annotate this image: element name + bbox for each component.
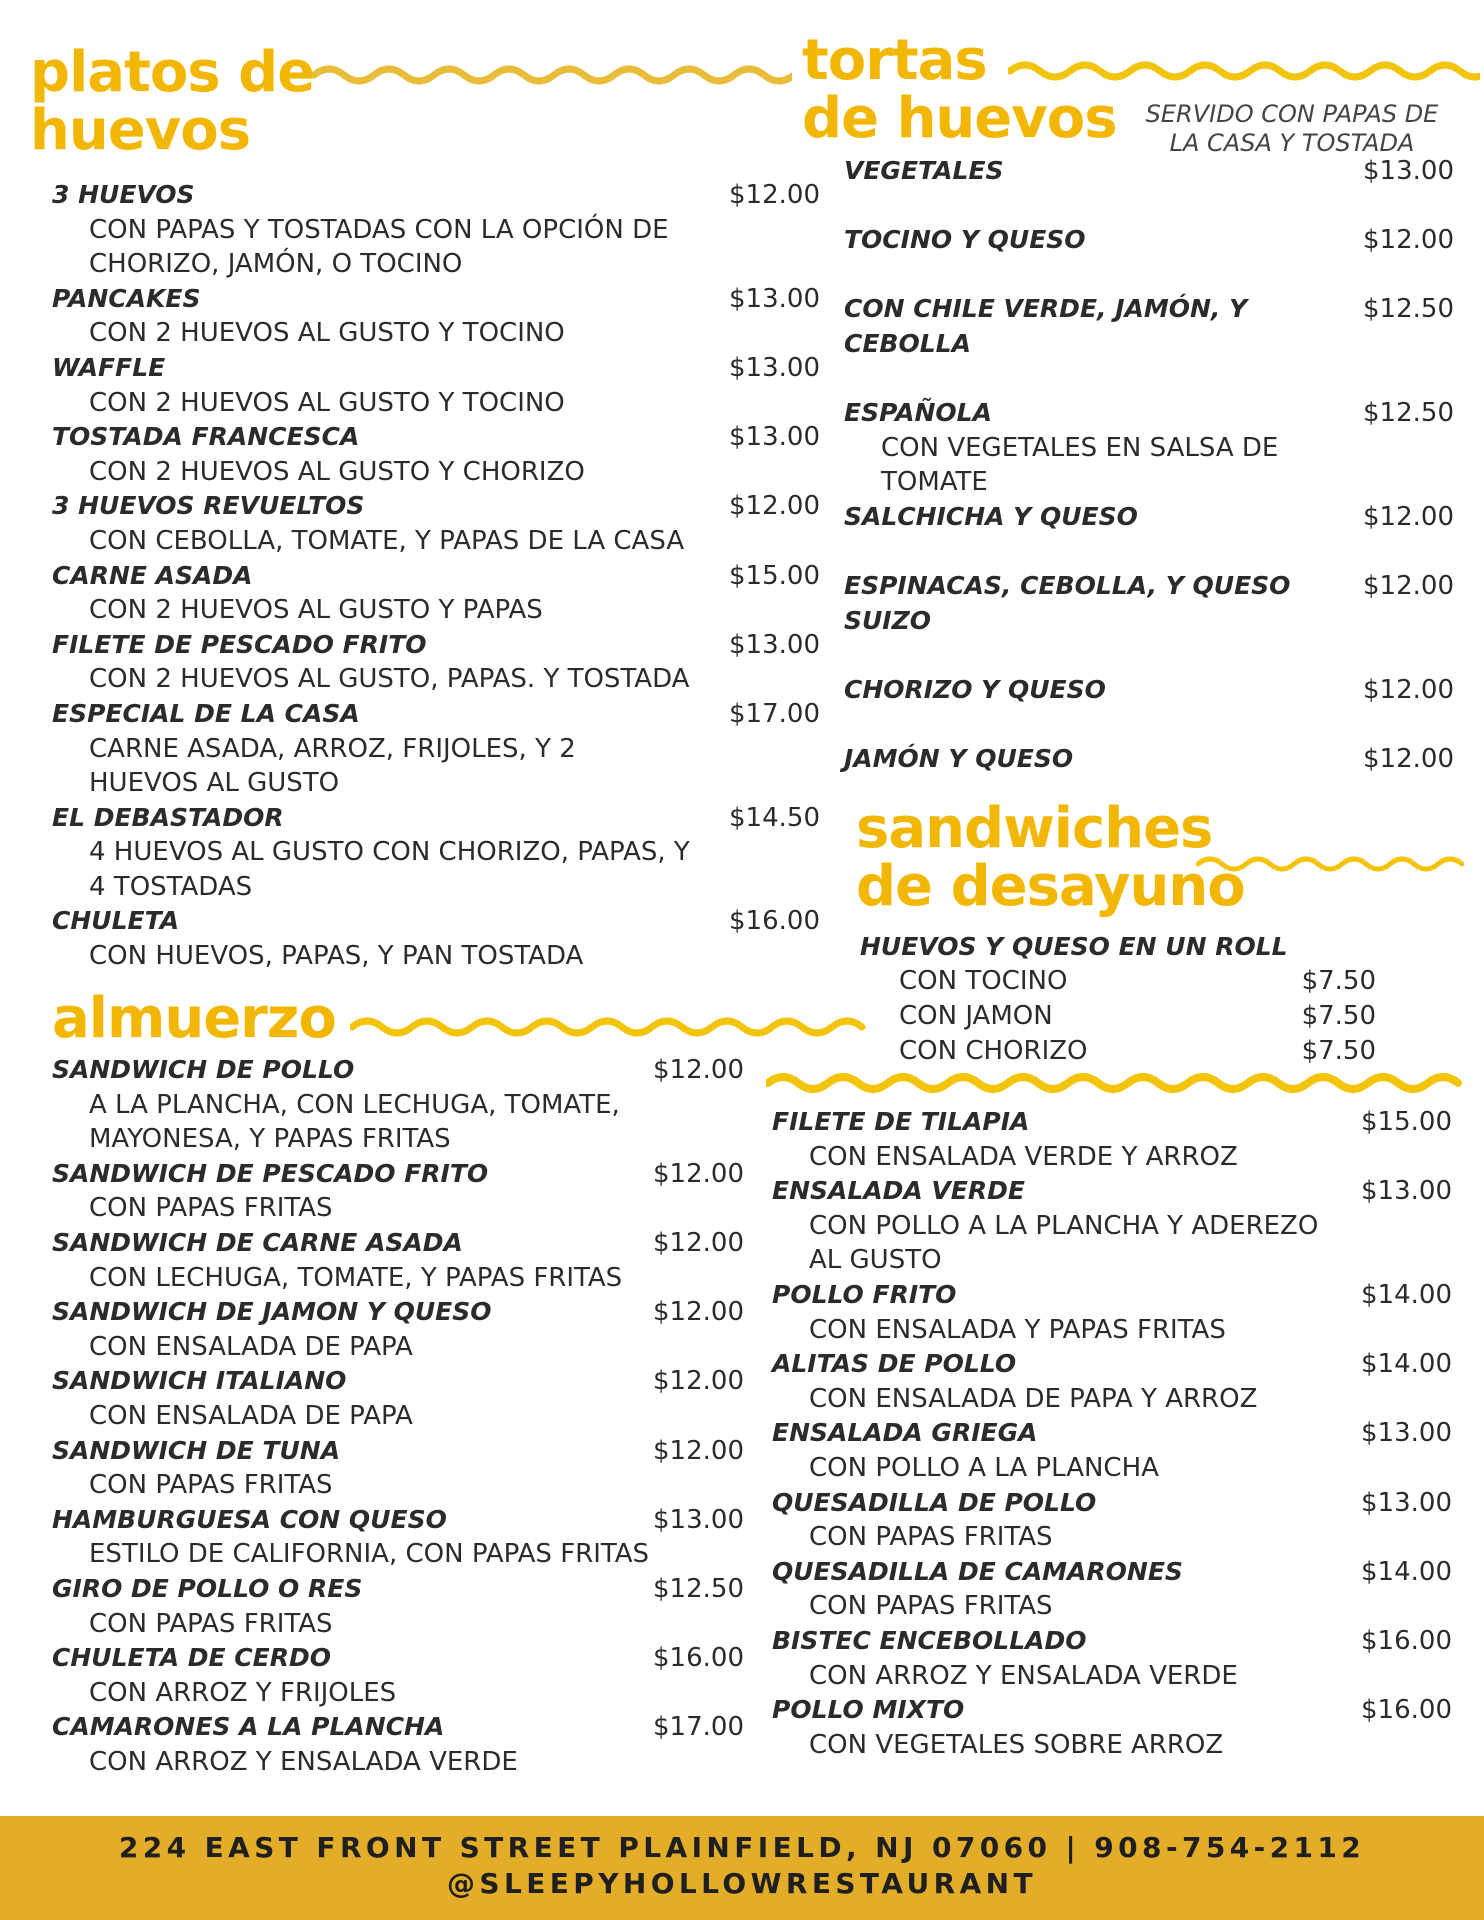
item-description: CON POLLO A LA PLANCHA	[809, 1452, 1159, 1483]
menu-item	[52, 1503, 744, 1572]
item-description: MAYONESA, Y PAPAS FRITAS	[89, 1124, 451, 1155]
item-name: HAMBURGUESA CON QUESO	[52, 1504, 447, 1534]
menu-item	[844, 500, 1454, 535]
item-name: POLLO MIXTO	[772, 1695, 965, 1725]
item-description: TOMATE	[881, 467, 988, 498]
menu-item	[52, 1641, 744, 1710]
item-description: 4 HUEVOS AL GUSTO CON CHORIZO, PAPAS, Y	[89, 837, 690, 868]
item-name: SANDWICH DE JAMON Y QUESO	[52, 1297, 492, 1327]
item-name: 3 HUEVOS	[52, 180, 195, 209]
menu-item	[844, 154, 1454, 189]
item-name: EL DEBASTADOR	[52, 802, 284, 832]
item-price: $16.00	[653, 1643, 744, 1674]
item-name: CON CHILE VERDE, JAMÓN, Y	[844, 294, 1248, 324]
footer-address: 224 EAST FRONT STREET PLAINFIELD, NJ 07060 | 908-754-2112	[118, 1831, 1366, 1864]
item-name: BISTEC ENCEBOLLADO	[772, 1625, 1087, 1655]
item-description: CON PAPAS Y TOSTADAS CON LA OPCIÓN DE	[89, 214, 669, 245]
sandwich-options	[862, 964, 1376, 1069]
menu-item	[772, 1486, 1452, 1555]
item-name: TOCINO Y QUESO	[844, 225, 1086, 255]
item-price: $12.00	[1363, 571, 1454, 602]
item-price: $12.00	[729, 491, 820, 522]
item-price: $13.00	[729, 629, 820, 660]
tortas-squiggle	[1008, 56, 1480, 86]
item-name: VEGETALES	[844, 156, 1004, 185]
tortas-title	[802, 28, 1117, 151]
sandwich-option	[862, 999, 1376, 1034]
menu-item	[52, 697, 820, 801]
item-price: $14.00	[1361, 1349, 1452, 1380]
item-description: CON PAPAS FRITAS	[809, 1522, 1053, 1553]
item-price: $12.00	[653, 1435, 744, 1466]
item-price: $12.00	[653, 1055, 744, 1085]
item-description: CON POLLO A LA PLANCHA Y ADEREZO	[809, 1210, 1319, 1241]
item-description: CON PAPAS FRITAS	[89, 1608, 333, 1639]
menu-item	[844, 569, 1454, 638]
menu-item	[52, 351, 820, 420]
item-description: CON ARROZ Y FRIJOLES	[89, 1677, 397, 1708]
item-name: ESPECIAL DE LA CASA	[52, 698, 360, 728]
item-price: $13.00	[729, 283, 820, 314]
tortas-note-line2: LA CASA Y TOSTADA	[1169, 129, 1415, 157]
item-name: SANDWICH ITALIANO	[52, 1366, 347, 1396]
menu-item	[52, 1226, 744, 1295]
item-price: $12.00	[729, 180, 820, 210]
menu-item	[52, 628, 820, 697]
menu-item	[52, 282, 820, 351]
option-price: $7.50	[1301, 1036, 1376, 1066]
item-description: CON 2 HUEVOS AL GUSTO Y PAPAS	[89, 595, 543, 626]
menu-item	[844, 673, 1454, 708]
almuerzo-title: almuerzo	[52, 986, 336, 1051]
footer-social-handle: @SLEEPYHOLLOWRESTAURANT	[447, 1867, 1037, 1900]
sandwiches-title-line1: sandwiches	[856, 796, 1213, 861]
tortas-title-line1: tortas	[802, 28, 987, 93]
menu-item	[772, 1347, 1452, 1416]
item-name: TOSTADA FRANCESCA	[52, 422, 360, 452]
menu-item	[52, 1295, 744, 1364]
tortas-list	[844, 154, 1454, 811]
menu-item	[772, 1174, 1452, 1278]
footer	[0, 1816, 1484, 1920]
menu-item	[52, 420, 820, 489]
item-name: JAMÓN Y QUESO	[844, 744, 1074, 774]
item-name: WAFFLE	[52, 352, 166, 382]
platos-title	[30, 40, 315, 163]
item-name: POLLO FRITO	[772, 1279, 957, 1309]
item-description: CON 2 HUEVOS AL GUSTO Y TOCINO	[89, 387, 565, 418]
item-price: $13.00	[653, 1504, 744, 1535]
item-name: CHULETA DE CERDO	[52, 1643, 331, 1673]
item-price: $13.00	[1361, 1487, 1452, 1518]
item-description: CON ARROZ Y ENSALADA VERDE	[89, 1746, 518, 1777]
item-name: FILETE DE PESCADO FRITO	[52, 629, 427, 659]
item-name: CAMARONES A LA PLANCHA	[52, 1712, 445, 1742]
item-price: $16.00	[1361, 1695, 1452, 1726]
item-name: CARNE ASADA	[52, 560, 253, 590]
item-description: CON LECHUGA, TOMATE, Y PAPAS FRITAS	[89, 1262, 623, 1293]
sandwiches-title	[856, 796, 1245, 919]
item-name: SANDWICH DE CARNE ASADA	[52, 1227, 463, 1257]
item-description: CON VEGETALES EN SALSA DE	[881, 432, 1279, 463]
item-name: ENSALADA GRIEGA	[772, 1418, 1038, 1448]
almuerzo-left-list	[52, 1053, 744, 1779]
menu-item	[844, 223, 1454, 258]
menu-item	[52, 559, 820, 628]
menu-item	[52, 1572, 744, 1641]
menu-item	[52, 801, 820, 905]
menu-item	[52, 1157, 744, 1226]
item-name: GIRO DE POLLO O RES	[52, 1573, 363, 1603]
menu-item	[772, 1278, 1452, 1347]
item-price: $12.00	[653, 1366, 744, 1397]
item-price: $13.00	[1361, 1176, 1452, 1207]
item-price: $12.00	[653, 1158, 744, 1189]
almuerzo-squiggle	[350, 1012, 866, 1042]
item-name: PANCAKES	[52, 283, 201, 313]
tortas-note-line1: SERVIDO CON PAPAS DE	[1145, 100, 1439, 128]
option-price: $7.50	[1301, 1001, 1376, 1031]
option-price: $7.50	[1301, 966, 1376, 996]
item-description: CHORIZO, JAMÓN, O TOCINO	[89, 249, 463, 280]
item-price: $16.00	[1361, 1625, 1452, 1656]
item-price: $16.00	[729, 906, 820, 937]
item-price: $14.00	[1361, 1279, 1452, 1310]
item-name: SUIZO	[844, 605, 931, 635]
menu-item	[772, 1624, 1452, 1693]
item-price: $13.00	[1363, 156, 1454, 186]
item-name: SANDWICH DE PESCADO FRITO	[52, 1158, 489, 1188]
item-description: CON 2 HUEVOS AL GUSTO Y TOCINO	[89, 318, 565, 349]
sandwich-option	[862, 1034, 1376, 1069]
item-price: $14.00	[1361, 1556, 1452, 1587]
menu-item	[844, 396, 1454, 500]
item-name: ALITAS DE POLLO	[772, 1349, 1017, 1379]
item-name: QUESADILLA DE POLLO	[772, 1487, 1097, 1517]
platos-title-line1: platos de	[30, 40, 315, 105]
platos-title-line2: huevos	[30, 98, 251, 163]
item-price: $12.50	[1363, 398, 1454, 429]
menu-item	[772, 1416, 1452, 1485]
item-description: CON HUEVOS, PAPAS, Y PAN TOSTADA	[89, 941, 584, 972]
menu-item	[52, 489, 820, 558]
item-name: SANDWICH DE TUNA	[52, 1435, 341, 1465]
item-price: $13.00	[729, 352, 820, 383]
item-description: CON 2 HUEVOS AL GUSTO, PAPAS. Y TOSTADA	[89, 664, 690, 695]
item-name: SANDWICH DE POLLO	[52, 1055, 355, 1084]
sandwiches-title-line2: de desayuno	[856, 854, 1245, 919]
sandwiches-heading: HUEVOS Y QUESO EN UN ROLL	[860, 932, 1288, 961]
menu-item	[772, 1105, 1452, 1174]
option-label: CON JAMON	[899, 1001, 1053, 1031]
menu-item	[844, 292, 1454, 361]
platos-squiggle	[312, 60, 792, 90]
item-name: SALCHICHA Y QUESO	[844, 501, 1138, 531]
menu-item	[52, 1710, 744, 1779]
item-description: CON CEBOLLA, TOMATE, Y PAPAS DE LA CASA	[89, 525, 685, 556]
item-name: CHORIZO Y QUESO	[844, 674, 1106, 704]
item-price: $13.00	[1361, 1418, 1452, 1449]
item-price: $12.00	[1363, 225, 1454, 256]
option-label: CON TOCINO	[899, 966, 1068, 996]
item-price: $12.00	[1363, 744, 1454, 775]
menu-item	[772, 1693, 1452, 1762]
item-description: 4 TOSTADAS	[89, 871, 253, 902]
item-description: HUEVOS AL GUSTO	[89, 768, 340, 799]
item-name: QUESADILLA DE CAMARONES	[772, 1556, 1183, 1586]
item-description: CON PAPAS FRITAS	[809, 1591, 1053, 1622]
item-price: $12.50	[1363, 294, 1454, 325]
item-price: $17.00	[729, 698, 820, 729]
item-name: CHULETA	[52, 906, 180, 936]
item-price: $13.00	[729, 422, 820, 453]
item-description: CON VEGETALES SOBRE ARROZ	[809, 1729, 1224, 1760]
item-name: 3 HUEVOS REVUELTOS	[52, 491, 365, 521]
item-price: $12.00	[653, 1297, 744, 1328]
item-description: CON 2 HUEVOS AL GUSTO Y CHORIZO	[89, 456, 585, 487]
tortas-title-line2: de huevos	[802, 86, 1117, 151]
sandwiches-bottom-squiggle	[766, 1068, 1472, 1098]
item-name: ESPAÑOLA	[844, 398, 992, 428]
menu-item	[52, 1053, 744, 1157]
item-price: $12.50	[653, 1573, 744, 1604]
menu-item	[844, 742, 1454, 777]
item-price: $12.00	[1363, 501, 1454, 532]
item-description: CON ENSALADA DE PAPA	[89, 1331, 413, 1362]
menu-item	[52, 904, 820, 973]
tortas-note	[1104, 100, 1480, 158]
item-description: CON ARROZ Y ENSALADA VERDE	[809, 1660, 1238, 1691]
item-price: $15.00	[729, 560, 820, 591]
almuerzo-right-list	[772, 1105, 1452, 1762]
item-description: AL GUSTO	[809, 1245, 942, 1276]
item-price: $15.00	[1361, 1107, 1452, 1137]
item-description: ESTILO DE CALIFORNIA, CON PAPAS FRITAS	[89, 1539, 650, 1570]
menu-item	[52, 1434, 744, 1503]
item-description: CON ENSALADA DE PAPA	[89, 1400, 413, 1431]
menu-item	[52, 178, 820, 282]
item-description: CON ENSALADA Y PAPAS FRITAS	[809, 1314, 1226, 1345]
item-name: ENSALADA VERDE	[772, 1176, 1025, 1206]
menu-item	[52, 1364, 744, 1433]
item-description: CON ENSALADA DE PAPA Y ARROZ	[809, 1383, 1258, 1414]
item-description: CON ENSALADA VERDE Y ARROZ	[809, 1141, 1238, 1172]
option-label: CON CHORIZO	[899, 1036, 1088, 1066]
item-description: A LA PLANCHA, CON LECHUGA, TOMATE,	[89, 1089, 620, 1120]
platos-list	[52, 178, 820, 974]
item-description: CARNE ASADA, ARROZ, FRIJOLES, Y 2	[89, 733, 576, 764]
item-description: CON PAPAS FRITAS	[89, 1470, 333, 1501]
item-price: $12.00	[1363, 674, 1454, 705]
item-description: CON PAPAS FRITAS	[89, 1193, 333, 1224]
sandwiches-squiggle	[1196, 851, 1474, 877]
item-name: ESPINACAS, CEBOLLA, Y QUESO	[844, 571, 1291, 601]
item-price: $12.00	[653, 1227, 744, 1258]
item-name: CEBOLLA	[844, 328, 971, 358]
item-name: FILETE DE TILAPIA	[772, 1107, 1030, 1136]
item-price: $17.00	[653, 1712, 744, 1743]
item-price: $14.50	[729, 802, 820, 833]
sandwich-option	[862, 964, 1376, 999]
menu-item	[772, 1555, 1452, 1624]
